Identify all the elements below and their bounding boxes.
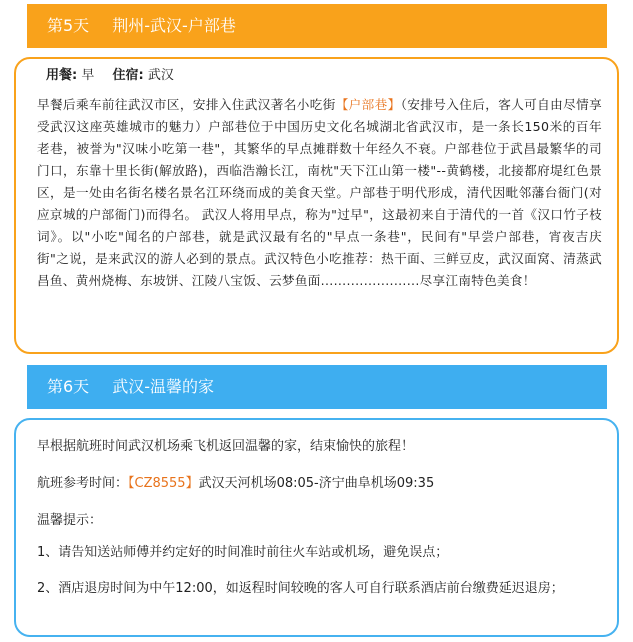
- day5-meta: [46, 67, 174, 85]
- day6-header: [27, 365, 607, 409]
- day5-route: 荆州-武汉-户部巷: [112, 16, 236, 35]
- stay-value: 武汉: [147, 68, 174, 83]
- hubu-alley-highlight: 【户部巷】: [335, 97, 401, 112]
- day6-route: 武汉-温馨的家: [112, 377, 215, 396]
- desc-part-1: 早餐后乘车前往武汉市区，安排入住武汉著名小吃街: [37, 97, 336, 112]
- desc-part-2: （安排号入住后，客人可自由尽情享受武汉这座英雄城市的魅力）户部巷位于中国历史文化名城湖北省武汉市，是一条长150米的百年老巷，被誉为"汉味小吃第一巷"，其繁华的早点摊群数十年经久不衰。户部巷位于武昌最繁华的司门口，东靠十里长街(解放路)，西临浩瀚长江，南枕"天下江山第一楼"--黄鹤楼，北接都府堤红色景区，是一处由名街名楼名景名江环绕而成的美食天堂。户部巷于明代形成，清代因毗邻藩台衙门(对应京城的户部衙门)而得名。 武汉人将用早点，称为"过早"，这最初来自于清代的一首《汉口竹子枝词》。以"小吃"闻名的户部巷，就是武汉最有名的"早点一条巷"，民间有"早尝户部巷，宵夜吉庆街"之说，是来武汉的游人必到的景点。武汉特色小吃推荐：热干面、三鲜豆皮，武汉面窝、清蒸武昌鱼、黄州烧梅、东坡饼、江陵八宝饭、云梦鱼面.......................尽享江南特色美食！: [37, 97, 603, 288]
- tip-2: 2、酒店退房时间为中午12:00，如返程时间较晚的客人可自行联系酒店前台缴费延迟退房；: [37, 581, 564, 596]
- tip-1: 1、请告知送站师傅并约定好的时间准时前往火车站或机场，避免误点；: [37, 545, 449, 560]
- day5-description: [37, 94, 602, 292]
- flight-line: [37, 473, 602, 495]
- day5-day-label: 第5天: [47, 16, 90, 35]
- flight-info: 武汉天河机场08:05-济宁曲阜机场09:35: [198, 476, 435, 491]
- day5-card: [14, 57, 619, 354]
- day6-day-label: 第6天: [47, 377, 90, 396]
- day6-card: [14, 418, 619, 637]
- flight-number: 【CZ8555】: [128, 476, 199, 491]
- meals-value: 早: [81, 68, 95, 83]
- flight-label: 航班参考时间：: [37, 476, 129, 491]
- return-note: 早根据航班时间武汉机场乘飞机返回温馨的家，结束愉快的旅程！: [37, 439, 415, 454]
- stay-label: 住宿:: [112, 68, 144, 83]
- day5-header: [27, 4, 607, 48]
- meals-label: 用餐:: [46, 68, 78, 83]
- tips-title: 温馨提示：: [37, 513, 103, 528]
